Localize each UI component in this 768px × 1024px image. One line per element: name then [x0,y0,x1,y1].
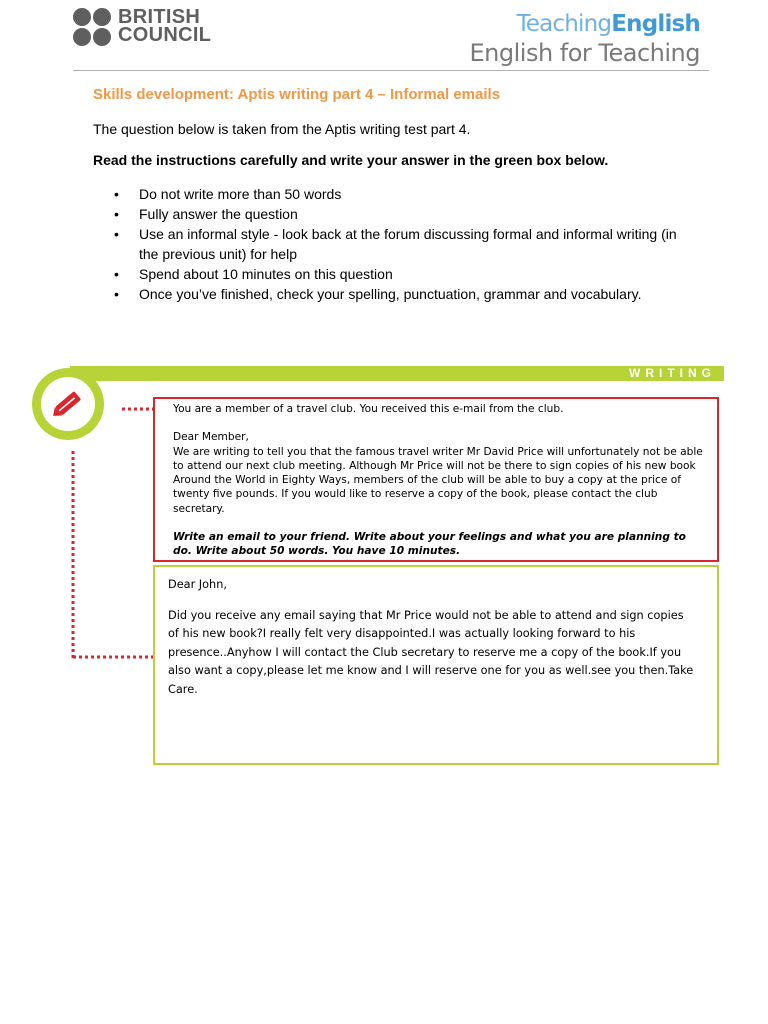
logo-line-2: COUNCIL [118,24,212,46]
task-instruction: Write an email to your friend. Write about your feelings and what you are planning to do. Write about 50 words. You have 10 minutes. [173,531,686,558]
document-title: Skills development: Aptis writing part 4 – Informal emails [93,86,501,103]
header-divider [73,70,709,71]
brand-subtitle: English for Teaching [469,39,700,67]
logo-line-1: BRITISH [118,6,201,28]
instruction-text: Read the instructions carefully and write your answer in the green box below. [93,152,609,168]
writing-label: WRITING [629,366,716,380]
logo-dots-icon [73,8,113,48]
list-item: • Do not write more than 50 words [93,184,683,204]
answer-greeting: Dear John, [168,578,227,591]
brand-part-1: Teaching [516,11,612,37]
list-item: • Once you’ve finished, check your spelling, punctuation, grammar and vocabulary. [93,284,683,304]
answer-body: Did you receive any email saying that Mr Price would not be able to attend and sign copies of his new book?I really felt very disappointed.I was actually looking forward to his presence..Anyhow I will contact the Club secretary to reserve me a copy of the book.If you also want a copy,please let me know and I will reserve one for you as well.see you then.Take Care. [168,608,694,696]
british-council-wordmark [118,8,278,44]
brand-name [470,10,701,38]
dotted-connector [70,400,156,662]
task-greeting: Dear Member, [173,431,249,444]
writing-header-band [70,366,724,381]
list-item: • Fully answer the question [93,204,683,224]
brand-part-2: English [611,11,700,37]
instruction-list [93,184,683,304]
list-item: • Use an informal style - look back at the forum discussing formal and informal writing (in the previous unit) for help [93,224,683,264]
teaching-english-brand [470,10,701,68]
task-context: You are a member of a travel club. You received this e-mail from the club. [173,403,564,415]
list-item: • Spend about 10 minutes on this question [93,264,683,284]
task-prompt-box [153,397,719,562]
intro-text: The question below is taken from the Aptis writing test part 4. [93,121,471,137]
task-body: We are writing to tell you that the famous travel writer Mr David Price will unfortunately not be able to attend our next club meeting. Although Mr Price will not be there to sign copies of his new book Around the World in Eighty Ways, members of the club will be able to buy a copy at the price of twenty five pounds. If you would like to reserve a copy of the book, please contact the club secretary. [173,445,703,515]
answer-box[interactable] [153,565,719,765]
